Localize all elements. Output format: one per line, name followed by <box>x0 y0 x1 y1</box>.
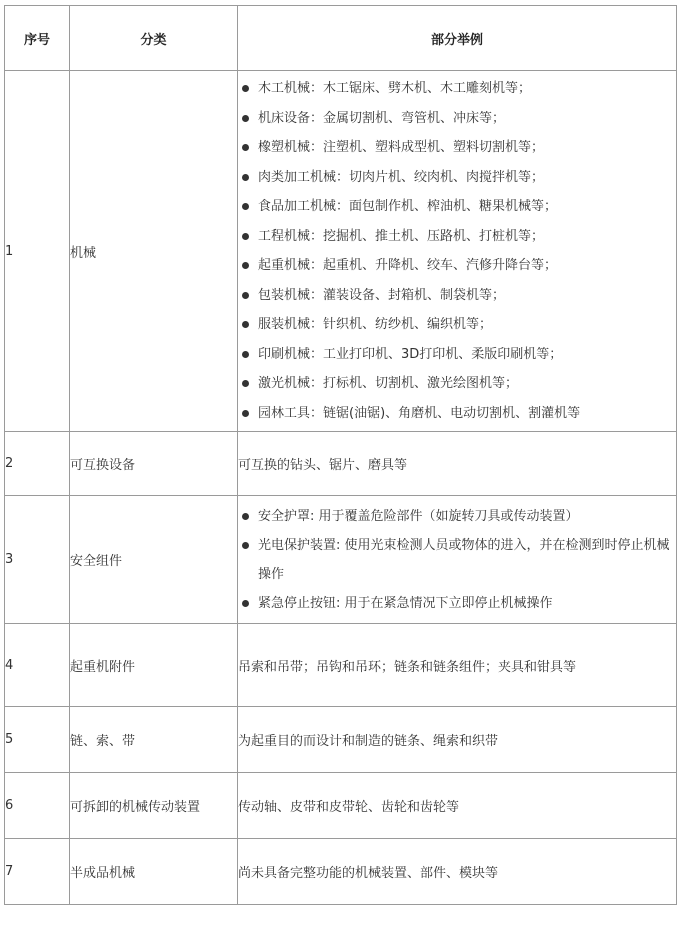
row-number: 2 <box>5 432 70 496</box>
list-item: 安全护罩: 用于覆盖危险部件（如旋转刀具或传动装置） <box>238 502 676 531</box>
row-category: 链、索、带 <box>70 707 238 773</box>
list-item: 园林工具：链锯(油锯)、角磨机、电动切割机、割灌机等 <box>238 399 676 429</box>
safety-component-list <box>238 502 676 618</box>
row-category: 起重机附件 <box>70 624 238 707</box>
row-category: 安全组件 <box>70 496 238 624</box>
list-item: 激光机械：打标机、切割机、激光绘图机等； <box>238 369 676 399</box>
row-number: 6 <box>5 773 70 839</box>
table-row <box>5 496 677 624</box>
row-category: 半成品机械 <box>70 839 238 905</box>
machinery-table <box>4 5 677 905</box>
table-row <box>5 773 677 839</box>
row-category: 可拆卸的机械传动装置 <box>70 773 238 839</box>
row-examples <box>238 71 677 432</box>
list-item: 食品加工机械：面包制作机、榨油机、糖果机械等； <box>238 192 676 222</box>
example-list <box>238 74 676 428</box>
row-number: 4 <box>5 624 70 707</box>
row-category: 可互换设备 <box>70 432 238 496</box>
table-row <box>5 432 677 496</box>
row-number: 3 <box>5 496 70 624</box>
row-number: 5 <box>5 707 70 773</box>
table-row <box>5 839 677 905</box>
header-examples: 部分举例 <box>238 6 677 71</box>
list-item: 服装机械：针织机、纺纱机、编织机等； <box>238 310 676 340</box>
row-category: 机械 <box>70 71 238 432</box>
table-header-row <box>5 6 677 71</box>
list-item: 木工机械：木工锯床、劈木机、木工雕刻机等； <box>238 74 676 104</box>
list-item: 机床设备：金属切割机、弯管机、冲床等； <box>238 104 676 134</box>
list-item: 光电保护装置: 使用光束检测人员或物体的进入，并在检测到时停止机械操作 <box>238 531 676 589</box>
list-item: 印刷机械：工业打印机、3D打印机、柔版印刷机等； <box>238 340 676 370</box>
row-examples: 为起重目的而设计和制造的链条、绳索和织带 <box>238 707 677 773</box>
table-row <box>5 624 677 707</box>
list-item: 肉类加工机械：切肉片机、绞肉机、肉搅拌机等； <box>238 163 676 193</box>
header-serial: 序号 <box>5 6 70 71</box>
row-examples: 吊索和吊带；吊钩和吊环；链条和链条组件；夹具和钳具等 <box>238 624 677 707</box>
list-item: 包装机械：灌装设备、封箱机、制袋机等； <box>238 281 676 311</box>
table-row <box>5 71 677 432</box>
list-item: 工程机械：挖掘机、推土机、压路机、打桩机等； <box>238 222 676 252</box>
row-number: 7 <box>5 839 70 905</box>
row-examples: 传动轴、皮带和皮带轮、齿轮和齿轮等 <box>238 773 677 839</box>
row-examples: 可互换的钻头、锯片、磨具等 <box>238 432 677 496</box>
table-row <box>5 707 677 773</box>
list-item: 紧急停止按钮: 用于在紧急情况下立即停止机械操作 <box>238 589 676 618</box>
header-category: 分类 <box>70 6 238 71</box>
list-item: 起重机械：起重机、升降机、绞车、汽修升降台等； <box>238 251 676 281</box>
list-item: 橡塑机械：注塑机、塑料成型机、塑料切割机等； <box>238 133 676 163</box>
row-examples <box>238 496 677 624</box>
row-examples: 尚未具备完整功能的机械装置、部件、模块等 <box>238 839 677 905</box>
row-number: 1 <box>5 71 70 432</box>
